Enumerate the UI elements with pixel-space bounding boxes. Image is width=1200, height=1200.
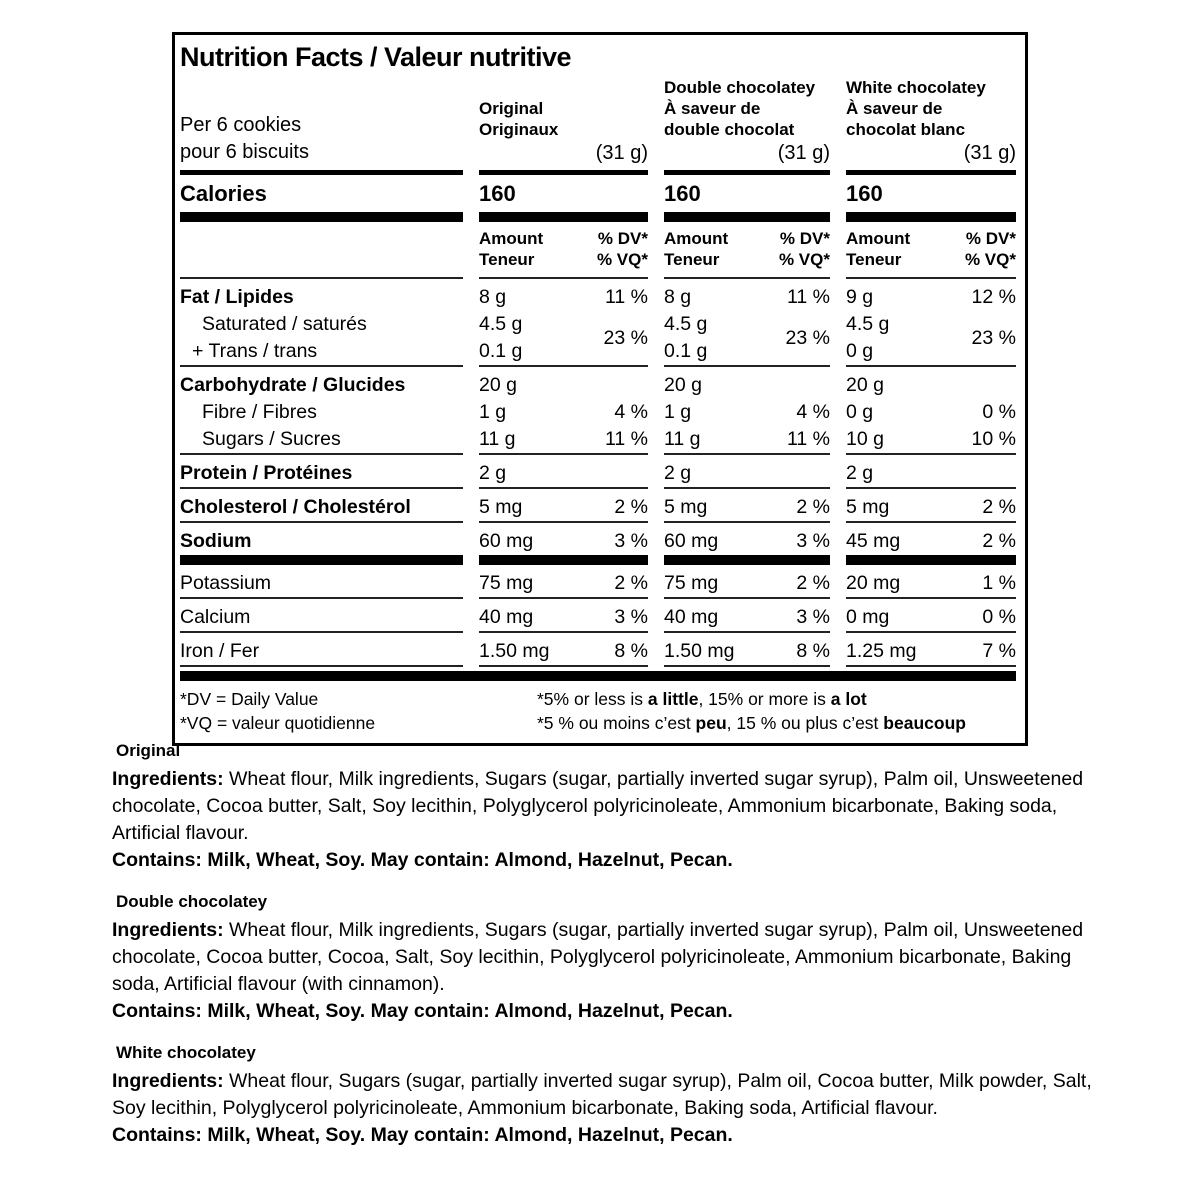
sodium-values-double-chocolatey: 60 mg 3 % (664, 523, 830, 565)
column-header-double-chocolatey: Double chocolatey À saveur de double chocolat (31 g) (664, 77, 830, 175)
contains-statement-white-chocolatey: Contains: Milk, Wheat, Soy. May contain: Almond, Hazelnut, Pecan. (112, 1124, 733, 1146)
potassium-values-original: 75 mg 2 % (479, 565, 648, 599)
column-header-white-chocolatey: White chocolatey À saveur de chocolat blanc (31 g) (846, 77, 1016, 175)
cholesterol-label: Cholesterol / Cholestérol (180, 489, 463, 523)
ingredients-area (112, 740, 1094, 1166)
fat-label: Fat / Lipides Saturated / saturés + Trans / trans (180, 279, 463, 367)
carbohydrate-row (180, 367, 1016, 455)
ingredients-list-double-chocolatey: Ingredients: Wheat flour, Milk ingredients, Sugars (sugar, partially inverted sugar syrup), Palm oil, Unsweetened chocolate, Cocoa butter, Cocoa, Salt, Soy lecithin, Polyglycerol polyricinoleate, Ammonium bicarbonate, Baking soda, Artificial flavour (with cinnamon). (112, 919, 1084, 995)
calcium-values-double-chocolatey: 40 mg 3 % (664, 599, 830, 633)
ingredients-list-white-chocolatey: Ingredients: Wheat flour, Sugars (sugar, partially inverted sugar syrup), Palm oil, Cocoa butter, Milk powder, Salt, Soy lecithin, Polyglycerol polyricinoleate, Ammonium bicarbonate, Baking soda, Artificial flavour. (112, 1070, 1092, 1119)
iron-row (180, 633, 1016, 667)
footnote-guidance-fr: *5 % ou moins c’est peu, 15 % ou plus c’est beaucoup (537, 712, 966, 733)
protein-values-original: 2 g (479, 455, 648, 489)
fat-row (180, 279, 1016, 367)
calcium-values-white-chocolatey: 0 mg 0 % (846, 599, 1016, 633)
iron-values-double-chocolatey: 1.50 mg 8 % (664, 633, 830, 667)
contains-statement-double-chocolatey: Contains: Milk, Wheat, Soy. May contain: Almond, Hazelnut, Pecan. (112, 1000, 733, 1022)
potassium-row (180, 565, 1016, 599)
ingredients-heading-double-chocolatey: Double chocolatey (116, 892, 268, 911)
subheader-original: Amount Teneur % DV* % VQ* (479, 222, 648, 279)
calories-label: Calories (180, 175, 463, 222)
calcium-label: Calcium (180, 599, 463, 633)
protein-values-double-chocolatey: 2 g (664, 455, 830, 489)
calories-original: 160 (479, 175, 648, 222)
ingredients-list-original: Ingredients: Wheat flour, Milk ingredients, Sugars (sugar, partially inverted sugar syrup), Palm oil, Unsweetened chocolate, Cocoa butter, Salt, Soy lecithin, Polyglycerol polyricinoleate, Ammonium bicarbonate, Baking soda, Artificial flavour. (112, 768, 1084, 844)
footnote-definitions (180, 688, 537, 735)
cholesterol-values-original: 5 mg 2 % (479, 489, 648, 523)
sodium-label: Sodium (180, 523, 463, 565)
carbohydrate-values-white-chocolatey: 20 g 0 g 0 % 10 g 10 % (846, 367, 1016, 455)
cholesterol-row (180, 489, 1016, 523)
serving-en: Per 6 cookies (180, 114, 302, 136)
calories-double-chocolatey: 160 (664, 175, 830, 222)
carbohydrate-values-original: 20 g 1 g 4 % 11 g 11 % (479, 367, 648, 455)
calcium-values-original: 40 mg 3 % (479, 599, 648, 633)
nutrition-facts-table (172, 32, 1028, 746)
iron-label: Iron / Fer (180, 633, 463, 667)
protein-label: Protein / Protéines (180, 455, 463, 489)
potassium-values-white-chocolatey: 20 mg 1 % (846, 565, 1016, 599)
footnote-divider-bar (180, 671, 1016, 681)
serving-size-original: (31 g) (595, 142, 648, 164)
sodium-values-white-chocolatey: 45 mg 2 % (846, 523, 1016, 565)
protein-values-white-chocolatey: 2 g (846, 455, 1016, 489)
calcium-row (180, 599, 1016, 633)
ingredients-section-white-chocolatey (112, 1042, 1094, 1149)
footnotes (180, 688, 1016, 735)
carbohydrate-values-double-chocolatey: 20 g 1 g 4 % 11 g 11 % (664, 367, 830, 455)
subheader-spacer (180, 222, 463, 279)
column-header-original: Original Originaux (31 g) (479, 77, 648, 175)
table-title: Nutrition Facts / Valeur nutritive (180, 42, 572, 72)
sodium-row (180, 523, 1016, 565)
fat-values-original: 8 g 4.5 g 0.1 g 11 % 23 % (479, 279, 648, 367)
footnote-guidance (537, 688, 1016, 735)
ingredients-section-original (112, 740, 1094, 874)
serving-size-double-chocolatey: (31 g) (777, 142, 830, 164)
sodium-values-original: 60 mg 3 % (479, 523, 648, 565)
cholesterol-values-white-chocolatey: 5 mg 2 % (846, 489, 1016, 523)
fat-values-white-chocolatey: 9 g 4.5 g 0 g 12 % 23 % (846, 279, 1016, 367)
subheader-double-chocolatey: Amount Teneur % DV* % VQ* (664, 222, 830, 279)
amount-dv-subheader-row (180, 222, 1016, 279)
table-header-row (180, 77, 1016, 175)
footnote-dv: *DV = Daily Value (180, 689, 319, 709)
subheader-white-chocolatey: Amount Teneur % DV* % VQ* (846, 222, 1016, 279)
contains-statement-original: Contains: Milk, Wheat, Soy. May contain: Almond, Hazelnut, Pecan. (112, 849, 733, 871)
calories-white-chocolatey: 160 (846, 175, 1016, 222)
ingredients-heading-white-chocolatey: White chocolatey (116, 1043, 256, 1062)
footnote-guidance-en: *5% or less is a little, 15% or more is a lot (537, 689, 867, 709)
serving-size-white-chocolatey: (31 g) (963, 142, 1016, 164)
calories-row (180, 175, 1016, 222)
carbohydrate-label: Carbohydrate / Glucides Fibre / Fibres Sugars / Sucres (180, 367, 463, 455)
protein-row (180, 455, 1016, 489)
ingredients-section-double-chocolatey (112, 891, 1094, 1025)
serving-info (180, 77, 463, 175)
iron-values-white-chocolatey: 1.25 mg 7 % (846, 633, 1016, 667)
potassium-values-double-chocolatey: 75 mg 2 % (664, 565, 830, 599)
serving-fr: pour 6 biscuits (180, 141, 309, 163)
ingredients-heading-original: Original (116, 741, 181, 760)
cholesterol-values-double-chocolatey: 5 mg 2 % (664, 489, 830, 523)
fat-values-double-chocolatey: 8 g 4.5 g 0.1 g 11 % 23 % (664, 279, 830, 367)
potassium-label: Potassium (180, 565, 463, 599)
footnote-vq: *VQ = valeur quotidienne (180, 712, 376, 733)
iron-values-original: 1.50 mg 8 % (479, 633, 648, 667)
